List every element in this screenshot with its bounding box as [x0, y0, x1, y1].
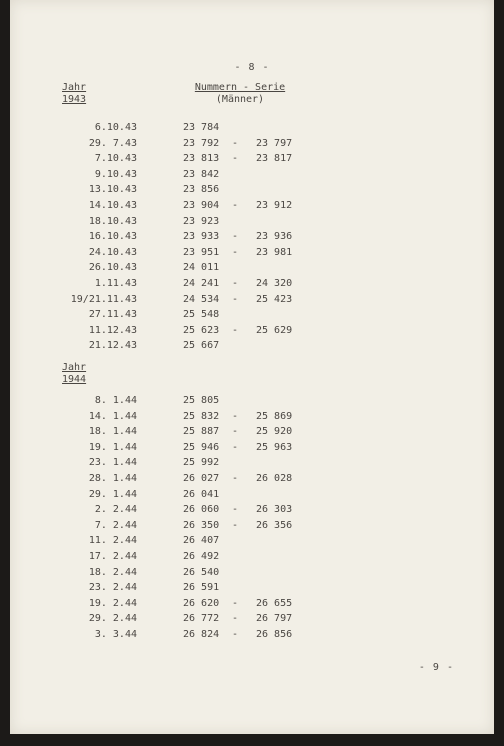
row-range-dash: - [232, 153, 239, 165]
row-date: 14. 1.44 [88, 410, 137, 422]
row-number-to: 24 320 [256, 277, 293, 289]
row-date: 9.10.43 [94, 168, 137, 180]
table-row [10, 323, 494, 339]
row-number-from: 24 011 [183, 262, 220, 274]
row-number-to: 25 423 [256, 293, 293, 305]
table-row [10, 120, 494, 136]
year-value: 1944 [62, 374, 87, 385]
row-number-from: 26 620 [183, 597, 220, 609]
table-row [10, 611, 494, 627]
table-row [10, 214, 494, 230]
footer-page-number: - 9 - [418, 662, 454, 673]
table-row [10, 549, 494, 565]
table-1944 [10, 393, 494, 643]
table-row [10, 533, 494, 549]
table-row [10, 198, 494, 214]
row-number-from: 26 492 [183, 550, 220, 562]
row-number-from: 25 548 [183, 309, 220, 321]
row-range-dash: - [232, 472, 239, 484]
row-number-from: 23 933 [183, 231, 220, 243]
row-range-dash: - [232, 410, 239, 422]
row-number-from: 23 904 [183, 199, 220, 211]
table-row [10, 276, 494, 292]
row-number-to: 23 797 [256, 137, 293, 149]
row-number-from: 24 534 [183, 293, 220, 305]
row-number-from: 26 027 [183, 472, 220, 484]
table-row [10, 409, 494, 425]
row-range-dash: - [232, 293, 239, 305]
row-date: 2. 2.44 [94, 504, 137, 516]
row-number-to: 23 912 [256, 199, 293, 211]
table-row [10, 565, 494, 581]
row-number-to: 25 869 [256, 410, 293, 422]
series-subtitle: (Männer) [215, 94, 265, 105]
row-date: 17. 2.44 [88, 550, 137, 562]
row-date: 26.10.43 [88, 262, 137, 274]
table-row [10, 424, 494, 440]
row-number-from: 23 792 [183, 137, 220, 149]
row-date: 23. 1.44 [88, 457, 137, 469]
row-number-from: 26 540 [183, 566, 220, 578]
row-number-from: 23 842 [183, 168, 220, 180]
row-range-dash: - [232, 426, 239, 438]
row-number-to: 25 629 [256, 324, 293, 336]
row-date: 24.10.43 [88, 246, 137, 258]
row-range-dash: - [232, 199, 239, 211]
row-date: 29. 1.44 [88, 488, 137, 500]
row-range-dash: - [232, 324, 239, 336]
page-number: - 8 - [234, 62, 270, 73]
table-row [10, 596, 494, 612]
table-row [10, 580, 494, 596]
row-number-from: 26 824 [183, 628, 220, 640]
row-date: 27.11.43 [88, 309, 137, 321]
table-row [10, 136, 494, 152]
row-number-to: 25 920 [256, 426, 293, 438]
row-number-from: 23 923 [183, 215, 220, 227]
row-number-from: 26 591 [183, 582, 220, 594]
row-number-from: 26 041 [183, 488, 220, 500]
table-row [10, 151, 494, 167]
row-date: 14.10.43 [88, 199, 137, 211]
series-title: Nummern - Serie [194, 82, 286, 93]
row-date: 29. 2.44 [88, 613, 137, 625]
year-label: Jahr [62, 82, 87, 93]
table-row [10, 182, 494, 198]
row-number-to: 26 797 [256, 613, 293, 625]
row-date: 7.10.43 [94, 153, 137, 165]
row-number-to: 23 981 [256, 246, 293, 258]
row-number-from: 25 832 [183, 410, 220, 422]
row-date: 18.10.43 [88, 215, 137, 227]
row-date: 23. 2.44 [88, 582, 137, 594]
row-number-from: 25 887 [183, 426, 220, 438]
row-number-from: 26 350 [183, 519, 220, 531]
row-number-to: 23 936 [256, 231, 293, 243]
table-row [10, 502, 494, 518]
row-number-from: 23 856 [183, 184, 220, 196]
row-range-dash: - [232, 246, 239, 258]
row-date: 6.10.43 [94, 122, 137, 133]
table-row [10, 338, 494, 354]
row-number-to: 26 356 [256, 519, 293, 531]
row-range-dash: - [232, 613, 239, 625]
row-range-dash: - [232, 441, 239, 453]
row-date: 18. 1.44 [88, 426, 137, 438]
table-row [10, 440, 494, 456]
row-date: 21.12.43 [88, 340, 137, 352]
table-row [10, 229, 494, 245]
row-date: 1.11.43 [94, 277, 137, 289]
row-number-to: 26 856 [256, 628, 293, 640]
table-row [10, 260, 494, 276]
row-number-to: 26 655 [256, 597, 293, 609]
table-row [10, 292, 494, 308]
table-row [10, 627, 494, 643]
year-header-1944 [62, 362, 86, 386]
row-number-to: 23 817 [256, 153, 293, 165]
row-number-from: 25 992 [183, 457, 220, 469]
row-number-from: 26 060 [183, 504, 220, 516]
year-header-1943 [62, 82, 86, 106]
table-row [10, 307, 494, 323]
table-1943 [10, 120, 494, 354]
row-number-from: 25 946 [183, 441, 220, 453]
row-date: 8. 1.44 [94, 395, 137, 406]
year-value: 1943 [62, 94, 87, 105]
row-date: 18. 2.44 [88, 566, 137, 578]
table-row [10, 245, 494, 261]
row-range-dash: - [232, 277, 239, 289]
row-number-from: 23 951 [183, 246, 220, 258]
row-range-dash: - [232, 519, 239, 531]
table-row [10, 487, 494, 503]
row-number-to: 26 303 [256, 504, 293, 516]
row-date: 11.12.43 [88, 324, 137, 336]
row-date: 28. 1.44 [88, 472, 137, 484]
row-date: 7. 2.44 [94, 519, 137, 531]
table-row [10, 393, 494, 409]
row-number-from: 25 667 [183, 340, 220, 352]
row-number-from: 23 784 [183, 122, 220, 133]
table-row [10, 518, 494, 534]
document-page [10, 0, 494, 734]
row-number-from: 26 772 [183, 613, 220, 625]
series-header [185, 82, 295, 106]
row-number-to: 25 963 [256, 441, 293, 453]
row-range-dash: - [232, 597, 239, 609]
table-row [10, 471, 494, 487]
year-label: Jahr [62, 362, 87, 373]
table-row [10, 167, 494, 183]
row-number-from: 24 241 [183, 277, 220, 289]
row-date: 19/21.11.43 [70, 293, 137, 305]
row-number-from: 25 805 [183, 395, 220, 406]
row-range-dash: - [232, 137, 239, 149]
row-number-from: 25 623 [183, 324, 220, 336]
row-number-to: 26 028 [256, 472, 293, 484]
row-date: 3. 3.44 [94, 628, 137, 640]
row-date: 19. 1.44 [88, 441, 137, 453]
row-date: 29. 7.43 [88, 137, 137, 149]
row-range-dash: - [232, 231, 239, 243]
row-number-from: 26 407 [183, 535, 220, 547]
table-row [10, 455, 494, 471]
row-range-dash: - [232, 628, 239, 640]
row-date: 19. 2.44 [88, 597, 137, 609]
row-date: 11. 2.44 [88, 535, 137, 547]
row-date: 13.10.43 [88, 184, 137, 196]
row-number-from: 23 813 [183, 153, 220, 165]
row-range-dash: - [232, 504, 239, 516]
row-date: 16.10.43 [88, 231, 137, 243]
